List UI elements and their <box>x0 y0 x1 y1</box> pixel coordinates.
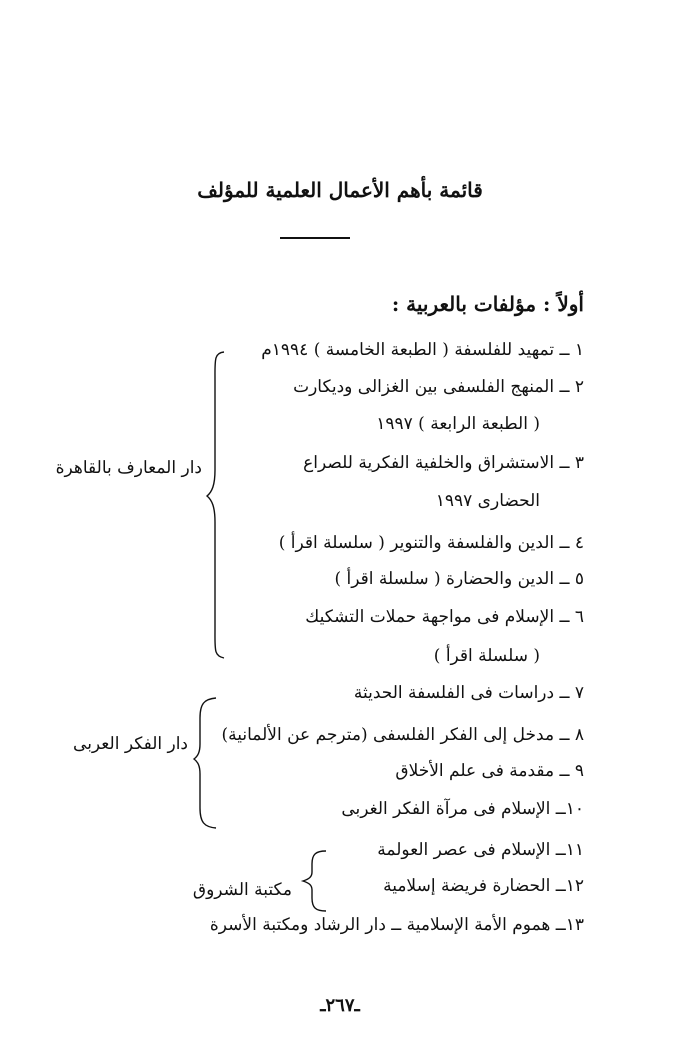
list-item-continuation: ( سلسلة اقرأ ) <box>433 646 540 666</box>
list-item: ٦ ــ الإسلام فى مواجهة حملات التشكيك <box>305 607 584 627</box>
list-item: ٩ ــ مقدمة فى علم الأخلاق <box>395 761 584 781</box>
list-item: ٢ ــ المنهج الفلسفى بين الغزالى وديكارت <box>293 377 584 397</box>
list-item: ١٠ــ الإسلام فى مرآة الفكر الغربى <box>341 799 584 819</box>
section-heading: أولاً : مؤلفات بالعربية : <box>391 292 584 316</box>
list-item: ٤ ــ الدين والفلسفة والتنوير ( سلسلة اقرأ ) <box>278 533 584 553</box>
list-item: ٧ ــ دراسات فى الفلسفة الحديثة <box>353 683 584 703</box>
list-item: ٣ ــ الاستشراق والخلفية الفكرية للصراع <box>303 453 584 473</box>
list-item-continuation: الحضارى ١٩٩٧ <box>435 491 540 511</box>
list-item: ١٢ــ الحضارة فريضة إسلامية <box>383 876 584 896</box>
brace-fikr-arabi <box>194 696 218 830</box>
list-item-continuation: ( الطبعة الرابعة ) ١٩٩٧ <box>376 414 540 434</box>
list-item: ١١ــ الإسلام فى عصر العولمة <box>377 840 584 860</box>
list-item: ١ ــ تمهيد للفلسفة ( الطبعة الخامسة ) ١٩٩٤م <box>261 340 584 360</box>
publisher-label: دار الفكر العربى <box>73 734 188 754</box>
brace-maaref <box>206 350 226 660</box>
publisher-label: مكتبة الشروق <box>192 880 292 900</box>
publisher-label: دار المعارف بالقاهرة <box>55 458 202 478</box>
list-item: ١٣ــ هموم الأمة الإسلامية ــ دار الرشاد ومكتبة الأسرة <box>209 915 584 935</box>
brace-shorouk <box>302 850 328 912</box>
list-item: ٨ ــ مدخل إلى الفكر الفلسفى (مترجم عن الألمانية) <box>221 725 584 745</box>
title-underline <box>280 237 350 239</box>
list-item: ٥ ــ الدين والحضارة ( سلسلة اقرأ ) <box>334 569 584 589</box>
page-number: ـ٢٦٧ـ <box>320 995 360 1016</box>
page-title: قائمة بأهم الأعمال العلمية للمؤلف <box>197 178 483 202</box>
